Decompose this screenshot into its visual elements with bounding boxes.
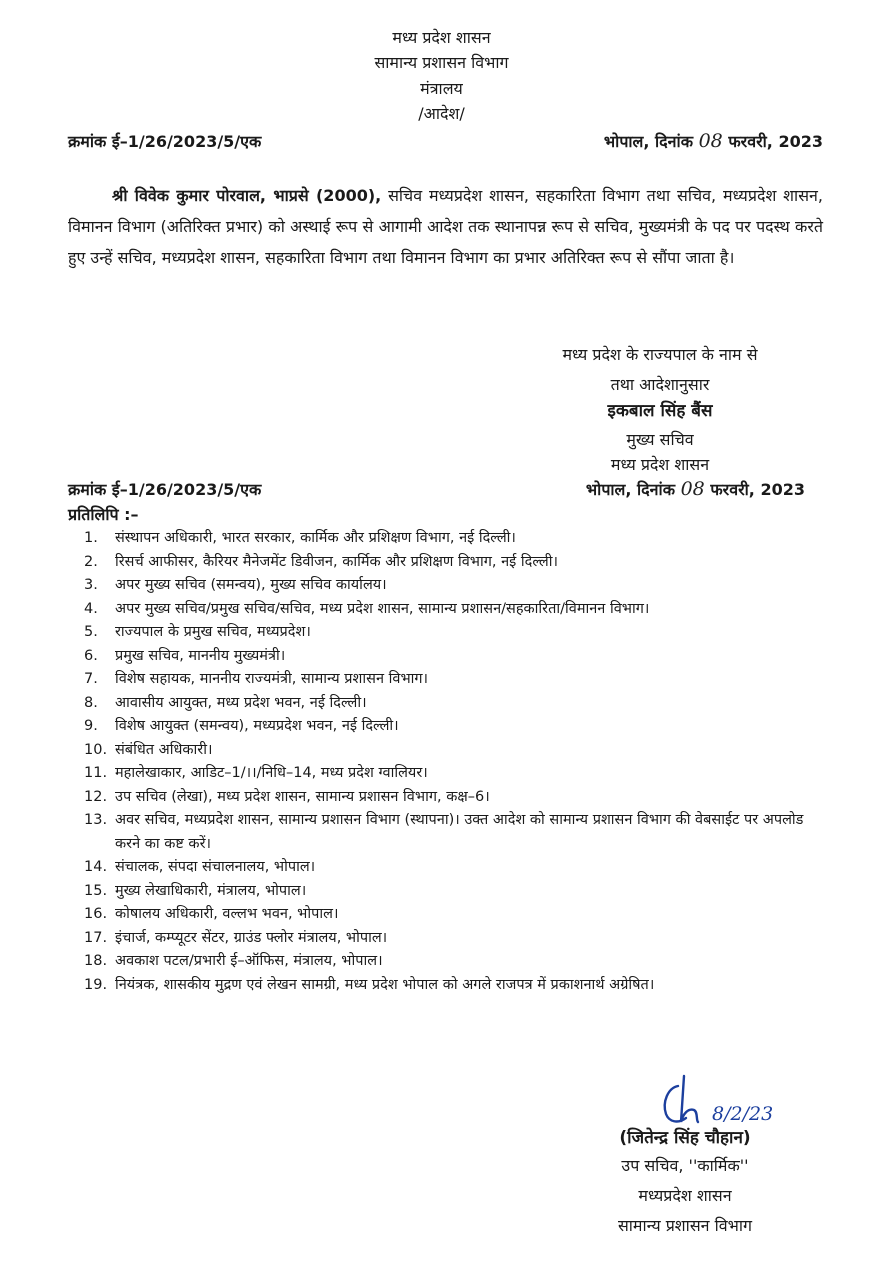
copy-order-number: क्रमांक ई–1/26/2023/5/एक	[68, 480, 262, 499]
order-day: 08	[698, 130, 723, 152]
list-item-number: 1.	[84, 530, 98, 546]
signatory-name: (जितेन्द्र सिंह चौहान)	[619, 1128, 751, 1148]
copy-day: 08	[680, 478, 705, 500]
list-item-number: 16.	[84, 906, 108, 922]
order-number: क्रमांक ई–1/26/2023/5/एक	[68, 132, 262, 151]
list-item-text: उप सचिव (लेखा), मध्य प्रदेश शासन, सामान्य प्रशासन विभाग, कक्ष–6।	[115, 788, 490, 805]
list-item-number: 15.	[84, 882, 108, 899]
list-item-text: अपर मुख्य सचिव (समन्वय), मुख्य सचिव कार्यालय।	[115, 577, 387, 593]
list-item-number: 8.	[84, 694, 98, 711]
list-item-number: 2.	[84, 553, 98, 570]
list-item	[68, 739, 823, 763]
list-item	[68, 715, 823, 739]
list-item-number: 12.	[84, 788, 108, 805]
list-item-text: कोषालय अधिकारी, वल्लभ भवन, भोपाल।	[115, 906, 339, 922]
list-item-number: 10.	[84, 741, 108, 758]
list-item	[68, 762, 823, 786]
list-item-number: 7.	[84, 671, 98, 687]
list-item-text: राज्यपाल के प्रमुख सचिव, मध्यप्रदेश।	[115, 624, 311, 640]
copy-place-date	[586, 478, 805, 500]
signatory-designation: उप सचिव, ''कार्मिक''	[621, 1156, 749, 1175]
copy-label: प्रतिलिपि :–	[68, 505, 139, 524]
authority-name: इकबाल सिंह बैंस	[607, 401, 713, 421]
header-government: मध्य प्रदेश शासन	[392, 28, 491, 47]
copy-place-prefix: भोपाल, दिनांक	[585, 480, 675, 499]
list-item-number: 18.	[84, 953, 108, 969]
list-item-number: 11.	[84, 765, 108, 781]
list-item-number: 13.	[84, 812, 108, 828]
signature-date: 8/2/23	[712, 1103, 774, 1125]
list-item-number: 5.	[84, 624, 98, 640]
list-item	[68, 598, 823, 622]
order-body	[68, 180, 823, 273]
signatory-block	[585, 1125, 785, 1241]
officer-name: श्री विवेक कुमार पोरवाल, भाप्रसे (2000),	[112, 186, 382, 205]
list-item-number: 6.	[84, 647, 98, 664]
list-item-text: संचालक, संपदा संचालनालय, भोपाल।	[115, 859, 316, 875]
list-item	[68, 903, 823, 927]
list-item-number: 3.	[84, 577, 98, 593]
authority-designation: मुख्य सचिव	[626, 430, 694, 449]
list-item	[68, 551, 823, 575]
list-item	[68, 974, 823, 998]
signatory-office: मध्यप्रदेश शासन	[638, 1186, 732, 1205]
list-item-text: अवर सचिव, मध्यप्रदेश शासन, सामान्य प्रशासन विभाग (स्थापना)। उक्त आदेश को सामान्य प्रशासन विभाग की वेबसाईट पर अपलोड करने का कष्ट करें।	[115, 812, 804, 852]
list-item-text: आवासीय आयुक्त, मध्य प्रदेश भवन, नई दिल्ली।	[115, 694, 367, 711]
authority-line1: मध्य प्रदेश के राज्यपाल के नाम से	[562, 345, 758, 364]
list-item	[68, 880, 823, 904]
list-item	[68, 856, 823, 880]
order-body-text: सचिव मध्यप्रदेश शासन, सहकारिता विभाग तथा सचिव, मध्यप्रदेश शासन, विमानन विभाग (अतिरिक्त प्रभार) को अस्थाई रूप से आगामी आदेश तक स्थानापन्न रूप से सचिव, मुख्यमंत्री के पद पर पदस्थ करते हुए उन्हें सचिव, मध्यप्रदेश शासन, सहकारिता विभाग तथा विमानन विभाग का प्रभार अतिरिक्त रूप से सौंपा जाता है।	[68, 186, 823, 267]
order-place-prefix: भोपाल, दिनांक	[603, 132, 693, 151]
list-item-text: मुख्य लेखाधिकारी, मंत्रालय, भोपाल।	[115, 882, 307, 899]
list-item-text: अवकाश पटल/प्रभारी ई–ऑफिस, मंत्रालय, भोपाल।	[115, 953, 383, 969]
copy-month-year: फरवरी, 2023	[710, 480, 805, 499]
list-item	[68, 668, 823, 692]
list-item-number: 9.	[84, 718, 98, 734]
header-department: सामान्य प्रशासन विभाग	[374, 53, 509, 72]
list-item-text: नियंत्रक, शासकीय मुद्रण एवं लेखन सामग्री, मध्य प्रदेश भोपाल को अगले राजपत्र में प्रकाशनार्थ अग्रेषित।	[115, 976, 655, 993]
list-item-text: संस्थापन अधिकारी, भारत सरकार, कार्मिक और प्रशिक्षण विभाग, नई दिल्ली।	[115, 530, 516, 546]
list-item-text: संबंधित अधिकारी।	[115, 741, 213, 758]
copy-reference-row	[68, 478, 805, 502]
list-item-text: अपर मुख्य सचिव/प्रमुख सचिव/सचिव, मध्य प्रदेश शासन, सामान्य प्रशासन/सहकारिता/विमानन विभाग।	[115, 600, 650, 617]
list-item-number: 4.	[84, 600, 98, 617]
list-item-text: विशेष सहायक, माननीय राज्यमंत्री, सामान्य प्रशासन विभाग।	[115, 671, 429, 687]
header-order-title: /आदेश/	[418, 104, 465, 123]
list-item	[68, 950, 823, 974]
authority-office: मध्य प्रदेश शासन	[610, 455, 710, 474]
list-item	[68, 574, 823, 598]
list-item	[68, 692, 823, 716]
list-item	[68, 621, 823, 645]
list-item-text: विशेष आयुक्त (समन्वय), मध्यप्रदेश भवन, नई दिल्ली।	[115, 718, 399, 734]
list-item-text: महालेखाकार, आडिट–1/।।/निधि–14, मध्य प्रदेश ग्वालियर।	[115, 765, 428, 781]
list-item-number: 14.	[84, 859, 108, 875]
list-item	[68, 786, 823, 810]
list-item-text: रिसर्च आफीसर, कैरियर मैनेजमेंट डिवीजन, कार्मिक और प्रशिक्षण विभाग, नई दिल्ली।	[115, 553, 558, 570]
copy-recipients-list	[68, 527, 823, 997]
list-item	[68, 527, 823, 551]
list-item	[68, 927, 823, 951]
order-reference-row	[68, 130, 823, 154]
list-item-number: 17.	[84, 929, 108, 946]
order-month-year: फरवरी, 2023	[728, 132, 823, 151]
authority-line2: तथा आदेशानुसार	[610, 375, 710, 394]
signatory-department: सामान्य प्रशासन विभाग	[617, 1216, 753, 1235]
list-item-number: 19.	[84, 976, 108, 993]
header-secretariat: मंत्रालय	[420, 79, 463, 98]
list-item-text: प्रमुख सचिव, माननीय मुख्यमंत्री।	[115, 647, 286, 664]
list-item-text: इंचार्ज, कम्प्यूटर सेंटर, ग्राउंड फ्लोर मंत्रालय, भोपाल।	[115, 929, 388, 946]
order-place-date	[604, 130, 823, 152]
list-item	[68, 645, 823, 669]
list-item	[68, 809, 823, 856]
